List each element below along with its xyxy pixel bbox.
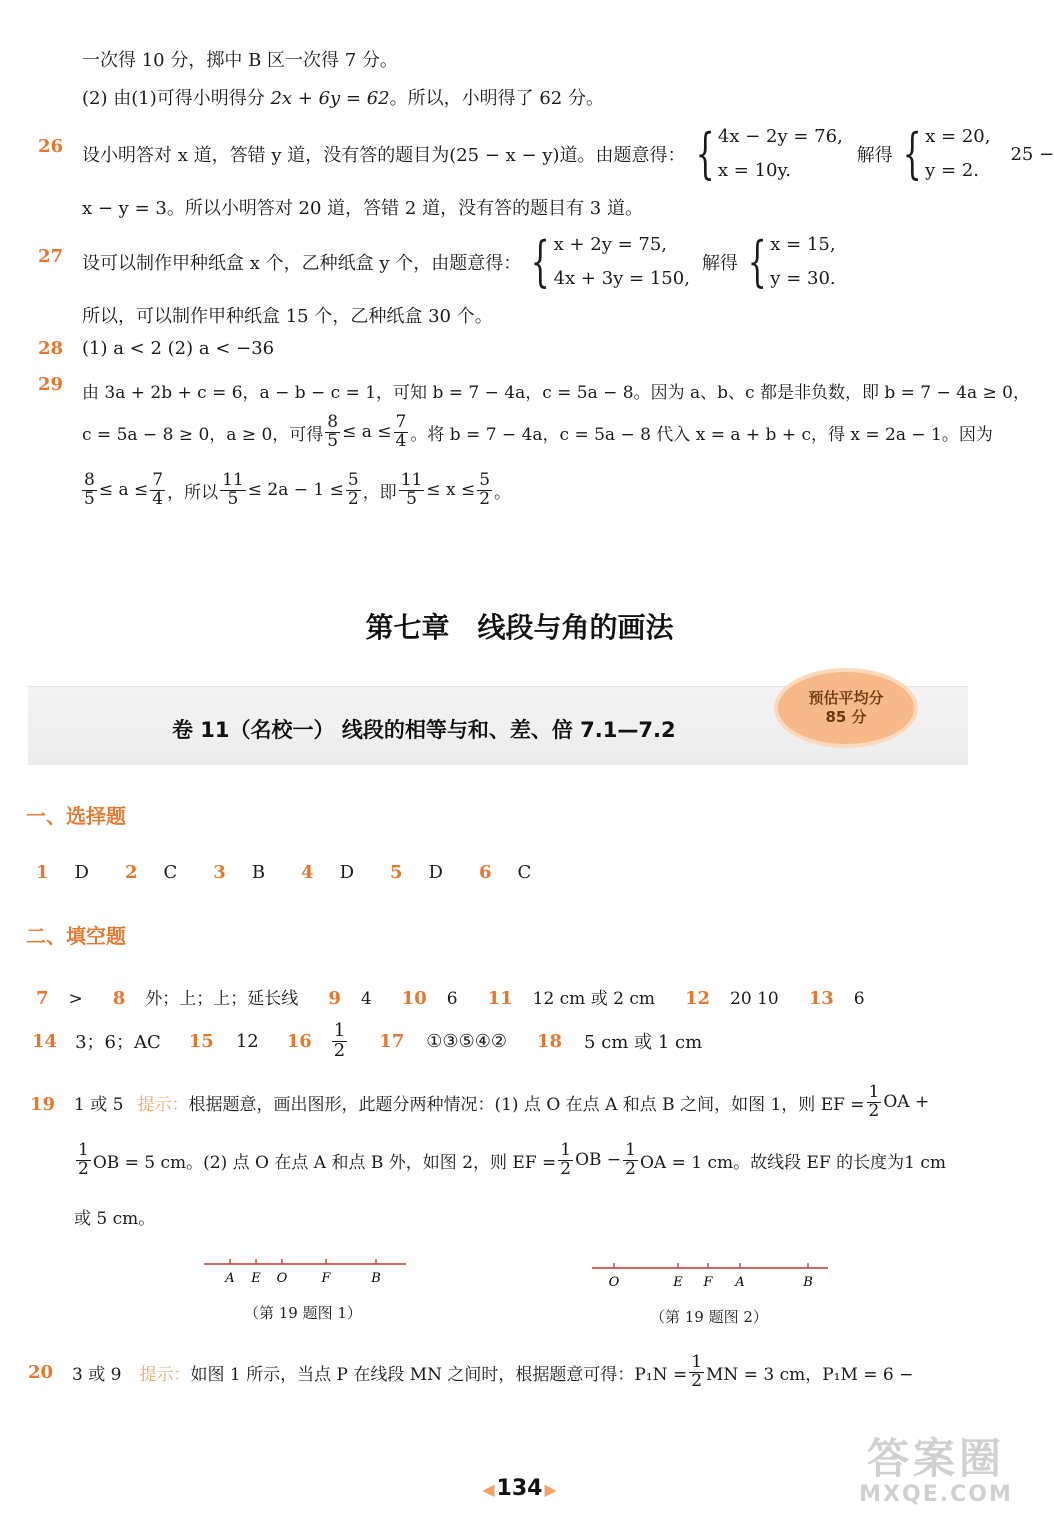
answer-number: 6 bbox=[478, 862, 492, 883]
question-29-line2: c = 5a − 8 ≥ 0，a ≥ 0，可得 $\frac{8}{5}$ ≤ a ≤ $\frac{7}{4}$ 。将 b = 7 − 4a，c = 5a − 8 代入 x = a + b + c，得 x = 2a − 1。因为 bbox=[82, 412, 993, 451]
text-line: (2) 由(1)可得小明得分 2x + 6y = 62。所以，小明得了 62 分。 bbox=[82, 88, 604, 109]
question-29-line1: 由 3a + 2b + c = 6，a − b − c = 1，可知 b = 7 − 4a，c = 5a − 8。因为 a、b、c 都是非负数，即 b = 7 − 4a ≥ 0， bbox=[82, 383, 1030, 403]
answer-value: 6 bbox=[446, 989, 458, 1009]
equation-system: { x + 2y = 75, 4x + 3y = 150, bbox=[530, 230, 690, 294]
point-label: O bbox=[276, 1271, 288, 1286]
figure-19-1 bbox=[200, 1250, 410, 1290]
answer-number: 13 bbox=[808, 988, 834, 1009]
answer-value: 4 bbox=[360, 989, 372, 1009]
choice-answers bbox=[36, 862, 531, 883]
answer-value: B bbox=[251, 862, 266, 883]
question-28-answer: (1) a < 2 (2) a < −36 bbox=[82, 338, 275, 359]
point-label: B bbox=[803, 1275, 813, 1290]
question-19-line2: $\frac{1}{2}$ OB = 5 cm。(2) 点 O 在点 A 和点 B 外，如图 2，则 EF = $\frac{1}{2}$ OB − $\frac{1}{2}$ OA = 1 cm。故线段 EF 的长度为1 cm bbox=[78, 1140, 946, 1179]
answer-value: D bbox=[74, 862, 89, 883]
equation-system: { 4x − 2y = 76, x = 10y. bbox=[695, 122, 843, 186]
answer-value: D bbox=[339, 862, 355, 883]
banner-title: 卷 11（名校一） 线段的相等与和、差、倍 7.1—7.2 bbox=[172, 718, 676, 742]
question-number: 20 bbox=[28, 1362, 54, 1383]
answer-number: 3 bbox=[213, 862, 226, 883]
figure-caption: （第 19 题图 2） bbox=[650, 1308, 768, 1326]
fill-answers-row2: 14 3；6；AC 15 12 16 $\frac{1}{2}$ 17 ①③⑤④② 18 5 cm 或 1 cm bbox=[32, 1020, 703, 1061]
answer-number: 2 bbox=[124, 862, 138, 883]
question-29-line3: $\frac{8}{5}$ ≤ a ≤ $\frac{7}{4}$ ，所以 $\frac{11}{5}$ ≤ 2a − 1 ≤ $\frac{5}{2}$ ，即 $\frac{11}{5}$ ≤ x ≤ $\frac{5}{2}$ 。 bbox=[84, 470, 512, 509]
watermark-logo: 答案圈 MXQE.COM bbox=[859, 1434, 1013, 1508]
answer-number: 12 bbox=[684, 988, 711, 1009]
question-number: 19 bbox=[30, 1094, 56, 1115]
question-number: 26 bbox=[38, 136, 64, 157]
question-20-line1: 3 或 9 提示： 如图 1 所示，当点 P 在线段 MN 之间时，根据题意可得：P₁N = $\frac{1}{2}$ MN = 3 cm，P₁M = 6 − bbox=[72, 1352, 914, 1391]
point-label: A bbox=[225, 1271, 235, 1286]
question-number: 29 bbox=[38, 374, 64, 395]
question-number: 28 bbox=[38, 338, 64, 359]
answer-number: 1 bbox=[36, 862, 49, 883]
figure-19-2 bbox=[588, 1254, 832, 1294]
answer-number: 8 bbox=[112, 988, 126, 1009]
question-27-line2: 所以，可以制作甲种纸盒 15 个，乙种纸盒 30 个。 bbox=[82, 306, 493, 327]
answer-value: C bbox=[163, 862, 178, 883]
question-19-line3: 或 5 cm。 bbox=[74, 1209, 156, 1229]
point-label: O bbox=[608, 1275, 620, 1290]
answer-value: 6 bbox=[853, 989, 865, 1009]
section-title: 一、选择题 bbox=[26, 804, 126, 828]
chapter-title: 第七章 线段与角的画法 bbox=[365, 611, 674, 644]
question-26-line2: x − y = 3。所以小明答对 20 道，答错 2 道，没有答的题目有 3 道。 bbox=[82, 198, 643, 219]
score-badge: 预估平均分 85 分 bbox=[778, 672, 914, 744]
point-label: F bbox=[703, 1275, 713, 1290]
answer-number: 10 bbox=[401, 988, 427, 1009]
point-label: E bbox=[673, 1275, 683, 1290]
answer-value: > bbox=[68, 989, 83, 1009]
answer-value: 12 cm 或 2 cm bbox=[532, 989, 655, 1009]
page-number: ◀134 ▶ bbox=[482, 1476, 557, 1501]
answer-number: 4 bbox=[301, 862, 314, 883]
answer-number: 7 bbox=[36, 988, 49, 1009]
answer-number: 5 bbox=[390, 862, 403, 883]
section-title: 二、填空题 bbox=[26, 924, 126, 948]
answer-value: C bbox=[517, 862, 532, 883]
figure-caption: （第 19 题图 1） bbox=[244, 1304, 362, 1322]
answer-value: D bbox=[428, 862, 443, 883]
answer-number: 9 bbox=[328, 988, 341, 1009]
answer-value: 外；上；上；延长线 bbox=[145, 989, 299, 1009]
right-triangle-icon: ▶ bbox=[544, 1480, 557, 1499]
point-label: A bbox=[735, 1275, 745, 1290]
point-label: B bbox=[371, 1271, 381, 1286]
text-line: 一次得 10 分，掷中 B 区一次得 7 分。 bbox=[82, 50, 398, 71]
left-triangle-icon: ◀ bbox=[482, 1480, 495, 1499]
fill-answers-row1 bbox=[36, 984, 865, 1009]
answer-number: 11 bbox=[487, 988, 513, 1009]
solution-system: { x = 20, y = 2. bbox=[902, 122, 991, 186]
question-27-line1: 设可以制作甲种纸盒 x 个，乙种纸盒 y 个，由题意得： { x + 2y = 75, 4x + 3y = 150, 解得 { x = 15, y = 30. bbox=[82, 228, 838, 296]
question-19-line1: 1 或 5 提示： 根据题意，画出图形，此题分两种情况：(1) 点 O 在点 A 和点 B 之间，如图 1，则 EF = $\frac{1}{2}$ OA + bbox=[74, 1082, 930, 1121]
solution-system: { x = 15, y = 30. bbox=[747, 230, 836, 294]
point-label: F bbox=[321, 1271, 331, 1286]
question-number: 27 bbox=[38, 246, 64, 267]
point-label: E bbox=[251, 1271, 261, 1286]
answer-value: 20 10 bbox=[730, 989, 779, 1009]
question-26-line1: 设小明答对 x 道，答错 y 道，没有答的题目为(25 − x − y)道。由题意得： { 4x − 2y = 76, x = 10y. 解得 { x = 20, y = 2. 25 − bbox=[82, 120, 1054, 188]
